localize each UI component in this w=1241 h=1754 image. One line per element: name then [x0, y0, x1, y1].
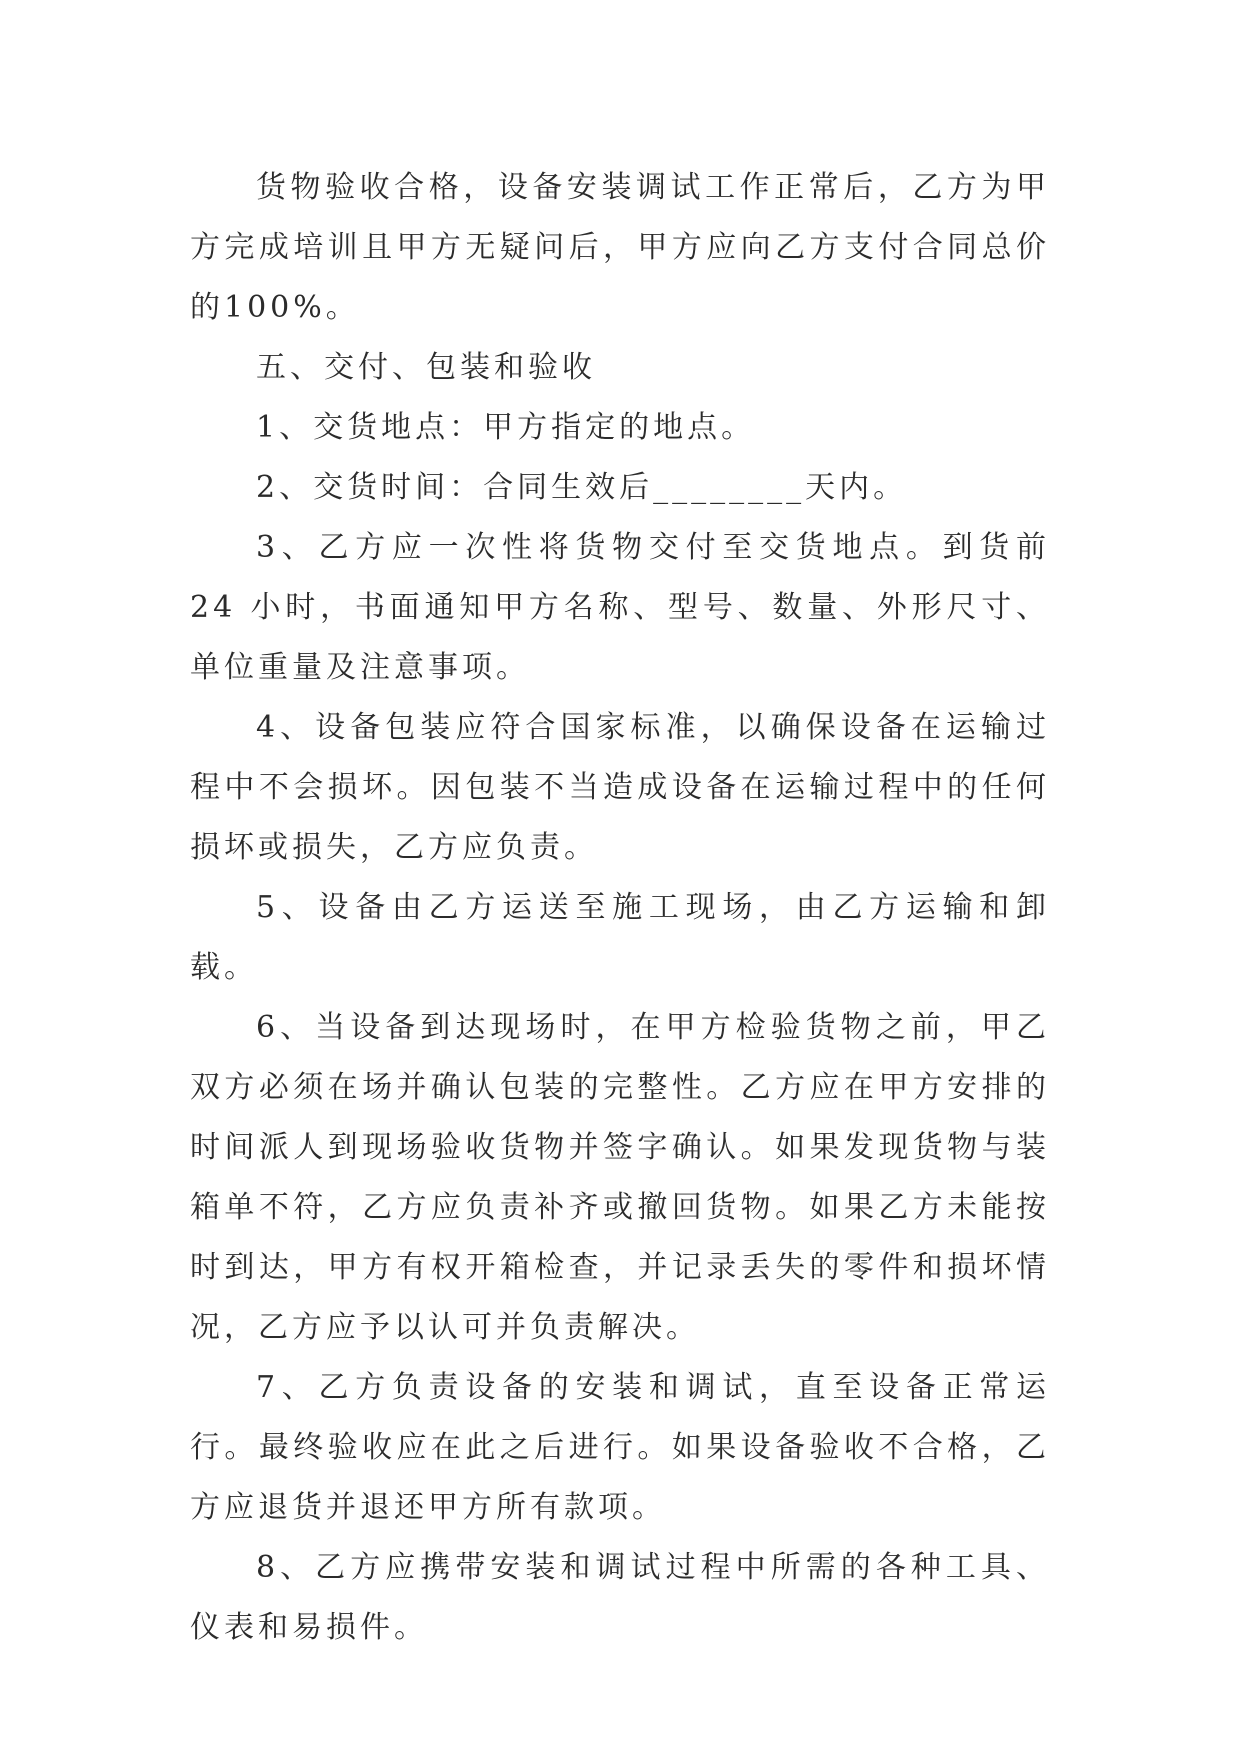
section-heading-delivery: 五、交付、包装和验收	[256, 350, 596, 385]
clause-1-delivery-location: 1、交货地点：甲方指定的地点。	[256, 410, 756, 445]
document-body	[190, 158, 1050, 1658]
clause-5-transport: 5、设备由乙方运送至施工现场，由乙方运输和卸载。	[190, 890, 1050, 985]
clause-4-packaging: 4、设备包装应符合国家标准，以确保设备在运输过程中不会损坏。因包装不当造成设备在运输过程中的任何损坏或损失，乙方应负责。	[190, 710, 1050, 865]
clause-2-delivery-time: 2、交货时间：合同生效后________天内。	[256, 470, 908, 505]
payment-paragraph: 货物验收合格，设备安装调试工作正常后，乙方为甲方完成培训且甲方无疑问后，甲方应向乙方支付合同总价的100%。	[190, 170, 1050, 325]
clause-3-one-time-delivery: 3、乙方应一次性将货物交付至交货地点。到货前 24 小时，书面通知甲方名称、型号、数量、外形尺寸、单位重量及注意事项。	[190, 530, 1050, 685]
clause-8-tools: 8、乙方应携带安装和调试过程中所需的各种工具、仪表和易损件。	[190, 1550, 1050, 1645]
clause-6-inspection: 6、当设备到达现场时，在甲方检验货物之前，甲乙双方必须在场并确认包装的完整性。乙方应在甲方安排的时间派人到现场验收货物并签字确认。如果发现货物与装箱单不符，乙方应负责补齐或撤回货物。如果乙方未能按时到达，甲方有权开箱检查，并记录丢失的零件和损坏情况，乙方应予以认可并负责解决。	[190, 1010, 1050, 1345]
clause-7-installation: 7、乙方负责设备的安装和调试，直至设备正常运行。最终验收应在此之后进行。如果设备验收不合格，乙方应退货并退还甲方所有款项。	[190, 1370, 1050, 1525]
